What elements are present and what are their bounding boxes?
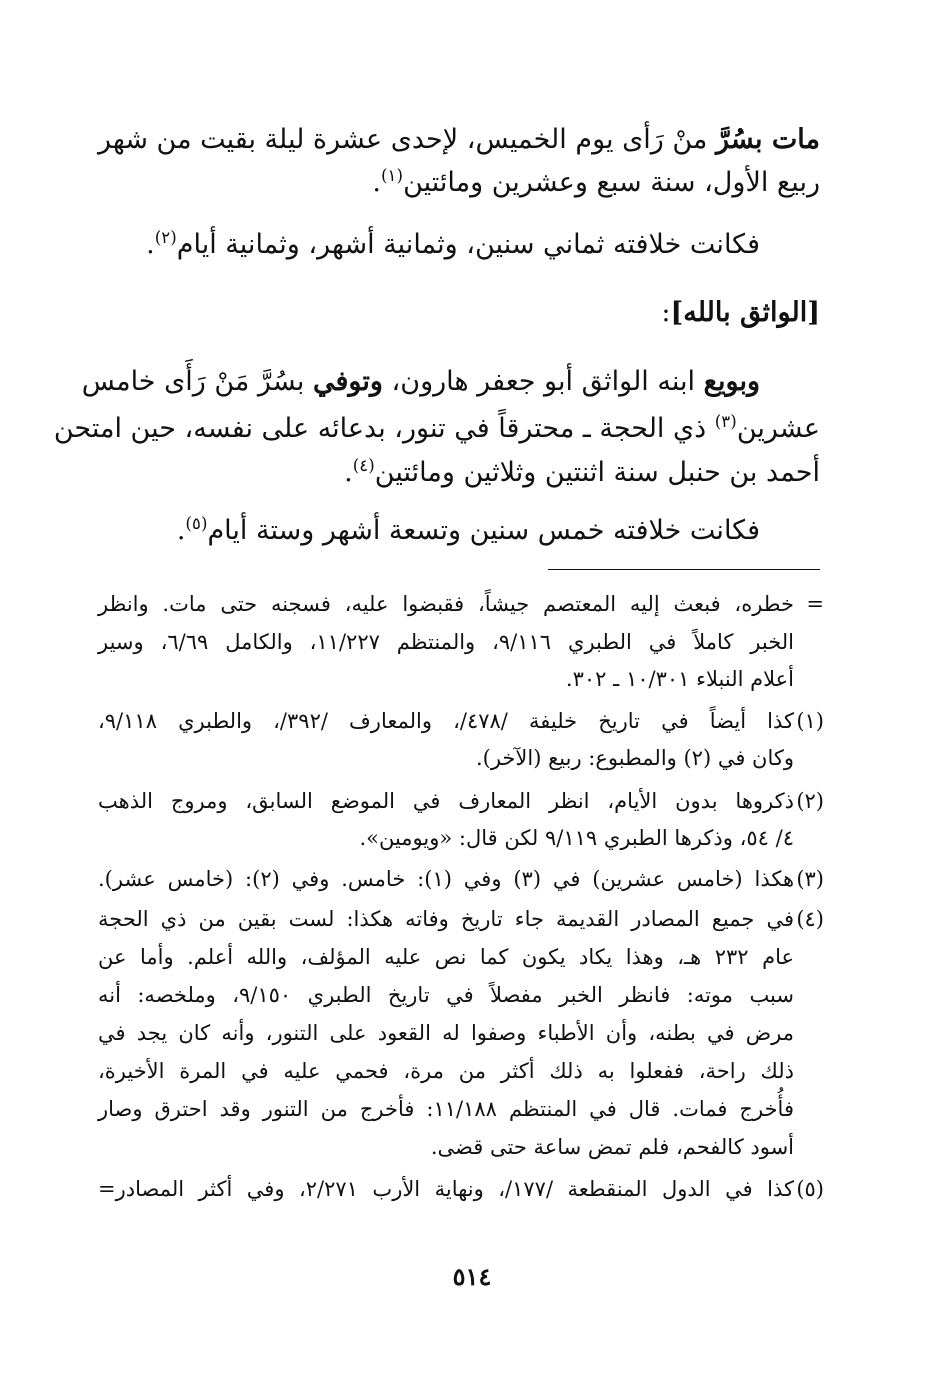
- footnote-line: ذلك راحة، ففعلوا به ذلك أكثر من مرة، فحمي عليه في المرة الأخيرة،: [98, 1059, 794, 1083]
- footnote-ref: (٢): [154, 227, 177, 247]
- footnote-line: كذا أيضاً في تاريخ خليفة /٤٧٨/، والمعارف /٣٩٢/، والطبري ٩/١١٨،: [98, 709, 795, 733]
- footnote-ref: (٤): [352, 455, 375, 475]
- main-text-line: فكانت خلافته ثماني سنين، وثمانية أشهر، وثمانية أيام$^{(٢)}$.: [146, 227, 760, 260]
- footnote-line: فأُخرج فمات. قال في المنتظم ١١/١٨٨: فأخرج من التنور وقد احترق وصار: [98, 1097, 794, 1121]
- footnote-separator: [548, 569, 820, 570]
- footnote-number: (٥): [796, 1177, 824, 1201]
- footnote-line: كذا في الدول المنقطعة /١٧٧/، ونهاية الأرب ٢/٢٧١، وفي أكثر المصادر=: [98, 1177, 794, 1201]
- footnote-number: (٤): [796, 907, 824, 931]
- footnote-number: (٢): [796, 789, 824, 813]
- footnote-line: سبب موته: فانظر الخبر مفصلاً في تاريخ الطبري ٩/١٥٠، وملخصه: أنه: [98, 983, 794, 1007]
- main-text-line: أحمد بن حنبل سنة اثنتين وثلاثين ومائتين$^{(٤)}$.: [344, 455, 820, 488]
- footnote-line: الخبر كاملاً في الطبري ٩/١١٦، والمنتظم ١١/٢٢٧، والكامل ٦/٦٩، وسير: [98, 630, 794, 654]
- footnote-line: هكذا (خامس عشرين) في (٣) وفي (١): خامس. وفي (٢): (خامس عشر).: [98, 867, 795, 891]
- footnote-ref: (٣): [714, 411, 737, 431]
- footnote-ref: (١): [381, 165, 404, 185]
- footnote-line: أسود كالفحم، فلم تمض ساعة حتى قضى.: [430, 1135, 794, 1159]
- page-number: ٥١٤: [452, 1262, 492, 1291]
- footnote-marker: =: [806, 592, 824, 616]
- footnote-line: مرض في بطنه، وأن الأطباء وصفوا له القعود على التنور، وأنه كان يجد في: [98, 1021, 794, 1045]
- footnote-line: خطره، فبعث إليه المعتصم جيشاً، فقبضوا عليه، فسجنه حتى مات. وانظر: [98, 592, 794, 616]
- footnote-line: وكان في (٢) والمطبوع: ربيع (الآخر).: [475, 746, 794, 770]
- footnote-ref: (٥): [185, 513, 208, 533]
- main-text-line: وبويع ابنه الواثق أبو جعفر هارون، وتوفي بسُرَّ مَنْ رَأَى خامس: [81, 366, 760, 397]
- footnote-line: ٤/ ٥٤، وذكرها الطبري ٩/١١٩ لكن قال: «ويومين».: [359, 826, 794, 850]
- footnote-line: ذكروها بدون الأيام، انظر المعارف في الموضع السابق، ومروج الذهب: [98, 789, 794, 813]
- footnote-number: (١): [796, 709, 824, 733]
- footnote-line: في جميع المصادر القديمة جاء تاريخ وفاته هكذا: لست بقين من ذي الحجة: [98, 907, 794, 931]
- footnote-number: (٣): [796, 867, 824, 891]
- section-heading: [الواثق بالله]:: [661, 297, 820, 328]
- footnote-line: عام ٢٣٢ هـ، وهذا يكاد يكون كما نص عليه المؤلف، والله أعلم. وأما عن: [98, 945, 795, 969]
- footnote-line: أعلام النبلاء ١٠/٣٠١ ـ ٣٠٢.: [565, 667, 794, 691]
- main-text-line: عشرين$^{(٣)}$ ذي الحجة ـ محترقاً في تنور، بدعائه على نفسه، حين امتحن: [53, 411, 820, 444]
- main-text-line: ربيع الأول، سنة سبع وعشرين ومائتين$^{(١)}$.: [372, 165, 820, 198]
- main-text-line: فكانت خلافته خمس سنين وتسعة أشهر وستة أيام$^{(٥)}$.: [176, 513, 760, 546]
- main-text-line: مات بسُرَّ منْ رَأى يوم الخميس، لإحدى عشرة ليلة بقيت من شهر: [98, 124, 820, 155]
